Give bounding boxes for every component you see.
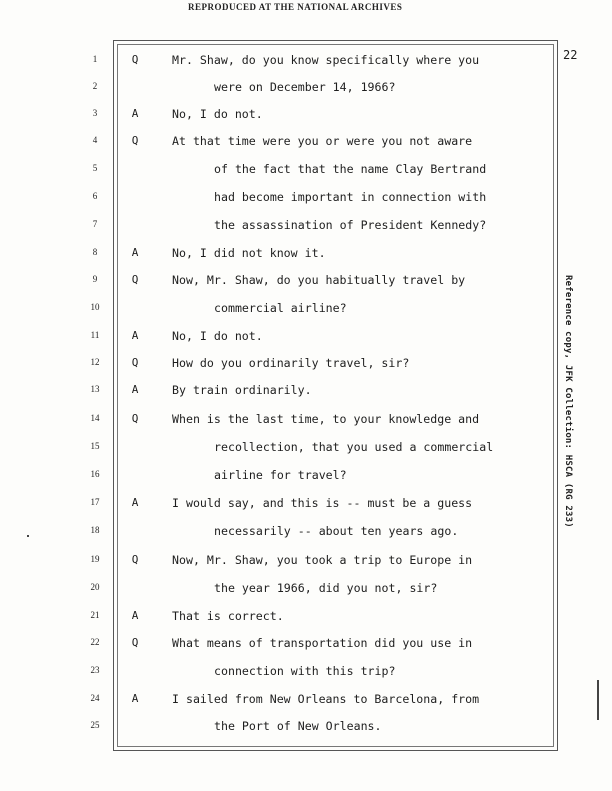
testimony-line: Now, Mr. Shaw, do you habitually travel by: [172, 273, 466, 287]
archive-stamp: REPRODUCED AT THE NATIONAL ARCHIVES: [188, 2, 403, 12]
testimony-line: What means of transportation did you use in: [172, 636, 473, 650]
line-number: 1: [92, 54, 98, 64]
line-number: 12: [90, 357, 100, 367]
line-number: 7: [92, 219, 98, 229]
speaker-label: Q: [131, 273, 139, 286]
testimony-line: had become important in connection with: [214, 190, 487, 204]
page-number: 22: [563, 48, 578, 62]
line-number: 20: [90, 582, 100, 592]
line-number: 19: [90, 554, 100, 564]
speaker-label: A: [131, 692, 139, 705]
line-number: 15: [90, 441, 100, 451]
testimony-line: By train ordinarily.: [172, 383, 312, 397]
line-number: 25: [90, 720, 100, 730]
line-number: 5: [92, 163, 98, 173]
testimony-line: At that time were you or were you not aware: [172, 134, 473, 148]
testimony-line: Now, Mr. Shaw, you took a trip to Europe in: [172, 553, 473, 567]
speaker-label: Q: [131, 134, 139, 147]
speaker-label: Q: [131, 53, 139, 66]
line-number: 21: [90, 610, 100, 620]
line-number: 16: [90, 469, 100, 479]
testimony-line: I sailed from New Orleans to Barcelona, from: [172, 692, 480, 706]
testimony-line: commercial airline?: [214, 301, 347, 315]
scan-mark: [597, 680, 599, 720]
testimony-line: necessarily -- about ten years ago.: [214, 524, 459, 538]
reference-note: Reference copy, JFK Collection: HSCA (RG 233): [563, 275, 573, 528]
line-number: 10: [90, 302, 100, 312]
line-number: 8: [92, 247, 98, 257]
speaker-label: A: [131, 246, 139, 259]
testimony-line: When is the last time, to your knowledge and: [172, 412, 480, 426]
line-number: 11: [90, 330, 100, 340]
scan-speck: [27, 535, 29, 537]
testimony-line: I would say, and this is -- must be a guess: [172, 496, 473, 510]
speaker-label: Q: [131, 356, 139, 369]
line-number: 4: [92, 135, 98, 145]
testimony-line: No, I do not.: [172, 329, 263, 343]
line-number: 18: [90, 525, 100, 535]
testimony-line: No, I did not know it.: [172, 246, 326, 260]
testimony-line: the assassination of President Kennedy?: [214, 218, 487, 232]
line-number: 17: [90, 497, 100, 507]
testimony-line: airline for travel?: [214, 468, 347, 482]
testimony-line: the year 1966, did you not, sir?: [214, 581, 438, 595]
speaker-label: A: [131, 329, 139, 342]
speaker-label: Q: [131, 636, 139, 649]
testimony-line: How do you ordinarily travel, sir?: [172, 356, 410, 370]
speaker-label: Q: [131, 412, 139, 425]
line-number: 6: [92, 191, 98, 201]
line-number: 24: [90, 693, 100, 703]
line-number: 23: [90, 665, 100, 675]
testimony-line: recollection, that you used a commercial: [214, 440, 494, 454]
line-number: 2: [92, 81, 98, 91]
speaker-label: Q: [131, 553, 139, 566]
line-number: 3: [92, 108, 98, 118]
line-number: 9: [92, 274, 98, 284]
testimony-line: of the fact that the name Clay Bertrand: [214, 162, 487, 176]
line-number: 22: [90, 637, 100, 647]
testimony-line: the Port of New Orleans.: [214, 719, 382, 733]
line-number: 14: [90, 413, 100, 423]
speaker-label: A: [131, 107, 139, 120]
speaker-label: A: [131, 383, 139, 396]
testimony-line: Mr. Shaw, do you know specifically where you: [172, 53, 480, 67]
line-number: 13: [90, 384, 100, 394]
speaker-label: A: [131, 496, 139, 509]
testimony-line: were on December 14, 1966?: [214, 80, 396, 94]
speaker-label: A: [131, 609, 139, 622]
testimony-line: That is correct.: [172, 609, 284, 623]
testimony-line: No, I do not.: [172, 107, 263, 121]
testimony-line: connection with this trip?: [214, 664, 396, 678]
